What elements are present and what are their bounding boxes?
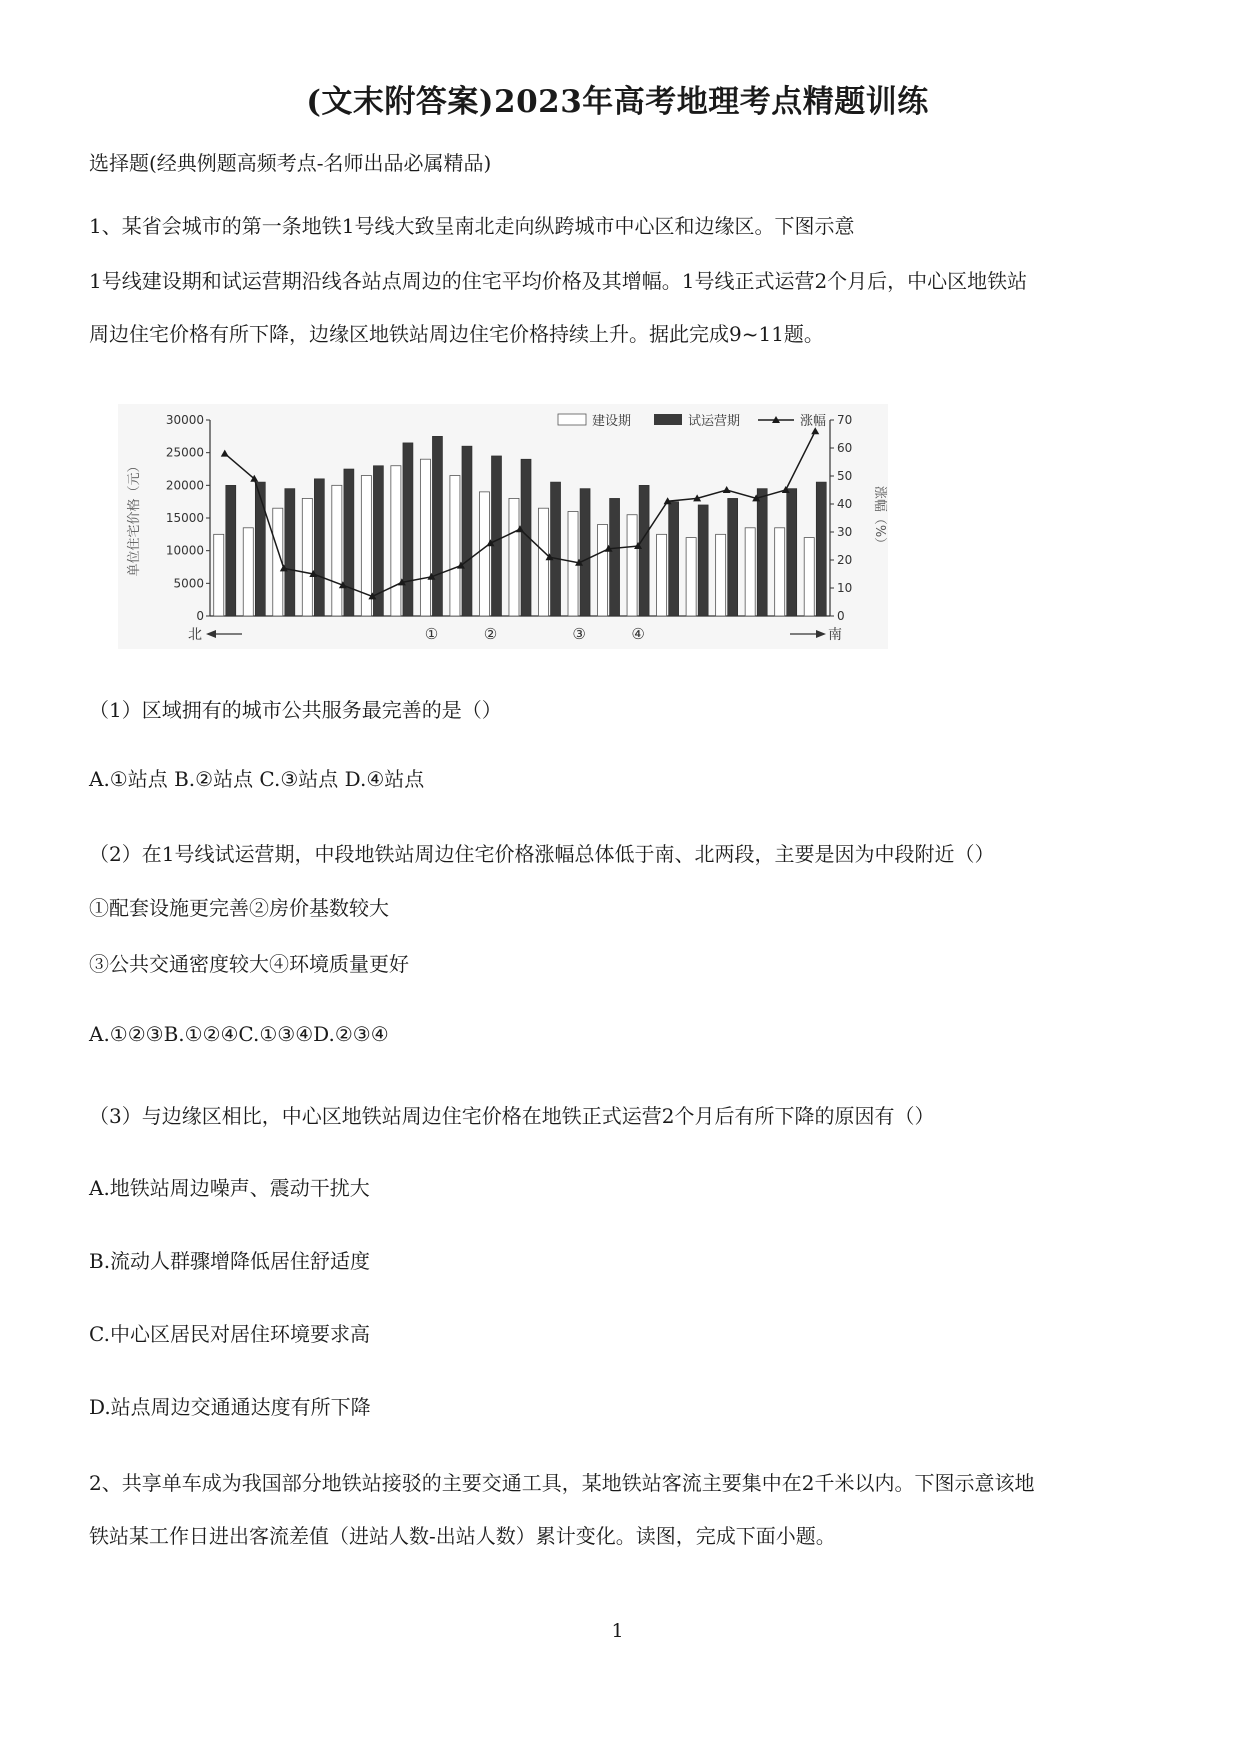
bar-trial <box>344 469 354 616</box>
bar-construction <box>509 498 519 616</box>
y2-axis-title: 涨幅（%） <box>872 485 887 551</box>
legend-label-increase: 涨幅 <box>800 414 827 429</box>
bar-trial <box>639 485 649 616</box>
bar-construction <box>627 515 637 616</box>
bar-construction <box>775 528 785 616</box>
bar-trial <box>255 482 265 616</box>
station-marker-label: ① <box>424 625 439 643</box>
bar-construction <box>479 492 489 616</box>
section-heading: 选择题(经典例题高频考点-名师出品必属精品) <box>89 151 492 175</box>
bar-construction <box>598 525 608 616</box>
q1-intro-line-2: 1号线建设期和试运营期沿线各站点周边的住宅平均价格及其增幅。1号线正式运营2个月后，中心区地铁站 <box>89 269 1028 293</box>
bar-trial <box>285 489 295 616</box>
q2-intro-line-2: 铁站某工作日进出客流差值（进站人数-出站人数）累计变化。读图，完成下面小题。 <box>89 1524 836 1548</box>
q2-intro-line-1: 2、共享单车成为我国部分地铁站接驳的主要交通工具，某地铁站客流主要集中在2千米以内。下图示意该地 <box>89 1471 1035 1495</box>
bar-construction <box>332 485 342 616</box>
page-number: 1 <box>611 1620 624 1642</box>
bar-trial <box>787 489 797 616</box>
y2-tick-label: 0 <box>837 609 845 623</box>
south-label: 南 <box>828 627 842 643</box>
legend-swatch-trial <box>654 414 682 425</box>
q1-sub3-option-c: C.中心区居民对居住环境要求高 <box>89 1322 370 1346</box>
y-tick-label: 10000 <box>165 543 204 558</box>
bar-construction <box>538 508 548 616</box>
station-marker-label: ④ <box>631 625 645 643</box>
bar-construction <box>745 528 755 616</box>
y-tick-label: 5000 <box>173 576 204 591</box>
q1-sub2-statements-1: ①配套设施更完善②房价基数较大 <box>89 896 389 920</box>
bar-construction <box>420 459 430 616</box>
y2-tick-label: 60 <box>837 441 853 455</box>
page-title: (文末附答案)2023年高考地理考点精题训练 <box>306 84 929 120</box>
bar-trial <box>314 479 324 616</box>
y-tick-label: 0 <box>196 609 204 623</box>
y2-tick-label: 40 <box>837 497 853 511</box>
bar-trial <box>610 498 620 616</box>
bar-construction <box>243 528 253 616</box>
legend-label-trial: 试运营期 <box>688 414 741 429</box>
bar-construction <box>716 534 726 616</box>
bar-construction <box>450 476 460 616</box>
q1-sub2-statements-2: ③公共交通密度较大④环境质量更好 <box>89 952 409 976</box>
housing-price-chart <box>118 404 888 649</box>
y2-tick-label: 50 <box>837 469 853 483</box>
station-marker-label: ③ <box>572 625 586 643</box>
bar-trial <box>403 443 413 616</box>
bar-construction <box>657 534 667 616</box>
chart-svg <box>118 404 888 649</box>
bar-construction <box>302 498 312 616</box>
y-tick-label: 20000 <box>165 478 204 493</box>
q1-sub3-option-a: A.地铁站周边噪声、震动干扰大 <box>89 1176 370 1200</box>
bar-construction <box>686 538 696 616</box>
y-tick-label: 25000 <box>165 445 204 460</box>
q1-sub1-options: A.①站点 B.②站点 C.③站点 D.④站点 <box>89 767 425 791</box>
y-tick-label: 15000 <box>165 511 204 525</box>
bar-trial <box>816 482 826 616</box>
y2-tick-label: 30 <box>837 525 853 539</box>
q1-sub1-question: （1）区域拥有的城市公共服务最完善的是（） <box>89 698 502 722</box>
legend-swatch-construction <box>558 414 586 425</box>
bar-trial <box>462 446 472 616</box>
bar-construction <box>391 466 401 616</box>
y2-tick-label: 20 <box>837 553 853 567</box>
bar-trial <box>669 502 679 616</box>
bar-trial <box>432 436 442 616</box>
y2-tick-label: 10 <box>837 581 853 595</box>
y-axis-title: 单位住宅价格（元） <box>127 459 142 577</box>
bar-construction <box>804 538 814 616</box>
bar-construction <box>214 534 224 616</box>
q1-intro-line-3: 周边住宅价格有所下降，边缘区地铁站周边住宅价格持续上升。据此完成9~11题。 <box>89 322 824 346</box>
station-marker-label: ② <box>483 625 498 643</box>
north-label: 北 <box>188 627 202 643</box>
q1-sub3-option-b: B.流动人群骤增降低居住舒适度 <box>89 1249 371 1273</box>
bar-trial <box>551 482 561 616</box>
bar-trial <box>698 505 708 616</box>
q1-sub3-question: （3）与边缘区相比，中心区地铁站周边住宅价格在地铁正式运营2个月后有所下降的原因有（） <box>89 1104 935 1128</box>
q1-intro-line-1: 1、某省会城市的第一条地铁1号线大致呈南北走向纵跨城市中心区和边缘区。下图示意 <box>89 214 855 238</box>
bar-trial <box>728 498 738 616</box>
bar-trial <box>580 489 590 616</box>
q1-sub2-question: （2）在1号线试运营期，中段地铁站周边住宅价格涨幅总体低于南、北两段，主要是因为中段附近（） <box>89 842 995 866</box>
q1-sub2-options: A.①②③B.①②④C.①③④D.②③④ <box>89 1022 389 1046</box>
q1-sub3-option-d: D.站点周边交通通达度有所下降 <box>89 1395 371 1419</box>
y2-tick-label: 70 <box>837 413 853 427</box>
legend-label-construction: 建设期 <box>592 414 632 429</box>
y-tick-label: 30000 <box>165 413 204 427</box>
bar-trial <box>491 456 501 616</box>
bar-trial <box>226 485 236 616</box>
bar-trial <box>757 489 767 616</box>
